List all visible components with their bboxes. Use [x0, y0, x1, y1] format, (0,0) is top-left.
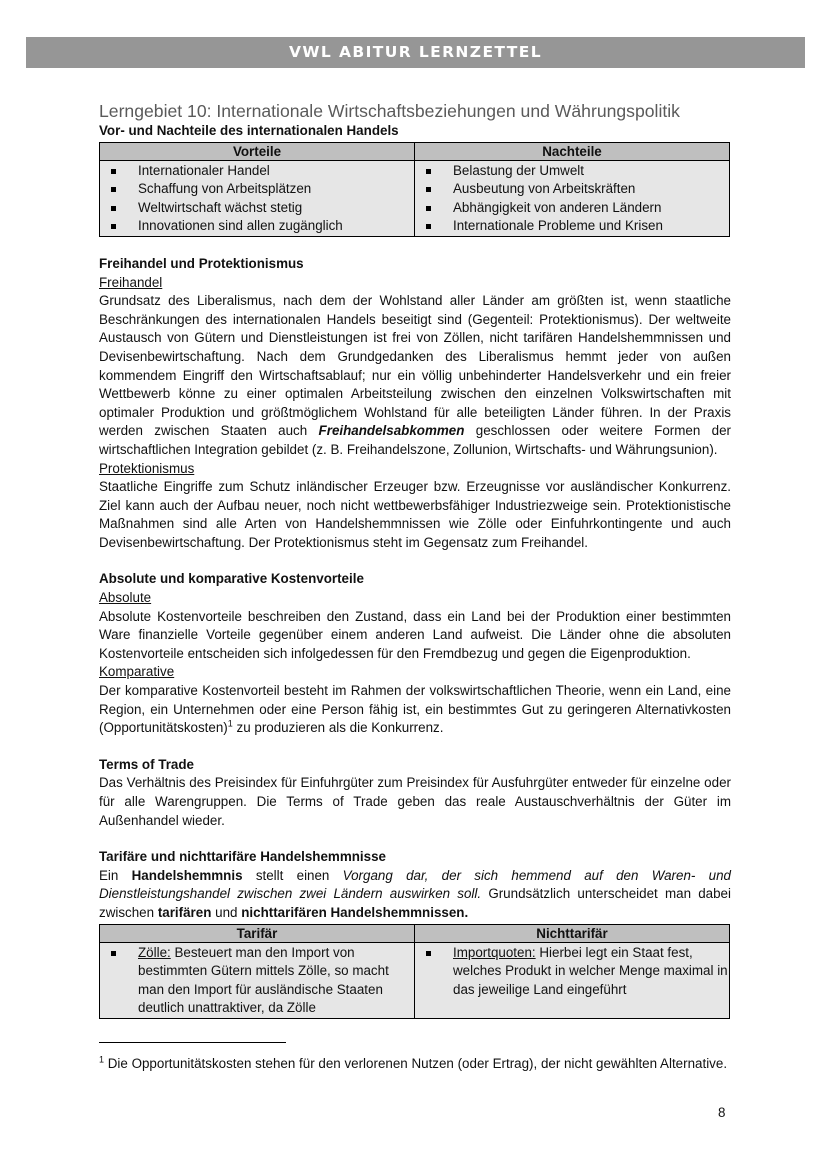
advantages-table [99, 142, 730, 237]
page-banner: VWL ABITUR LERNZETTEL [26, 37, 805, 68]
page-content [99, 100, 731, 1019]
subheading-absolute: Absolute [99, 590, 152, 606]
list-item: Weltwirtschaft wächst stetig [100, 199, 414, 218]
section-heading-handelshemmnisse: Tarifäre und nichttarifäre Handelshemmnisse [99, 849, 386, 865]
section-heading-terms-of-trade: Terms of Trade [99, 756, 195, 772]
list-item: Internationaler Handel [100, 162, 414, 181]
list-item: Ausbeutung von Arbeitskräften [415, 180, 729, 199]
handelshemmnisse-table [99, 924, 730, 1019]
list-item: Schaffung von Arbeitsplätzen [100, 180, 414, 199]
footnote-separator [99, 1042, 286, 1043]
col-header-vorteile: Vorteile [100, 142, 415, 160]
section-heading-kostenvorteile: Absolute und komparative Kostenvorteile [99, 571, 364, 587]
freihandelsabkommen-term: Freihandelsabkommen [318, 423, 465, 439]
col-header-nachteile: Nachteile [415, 142, 730, 160]
learning-area-title: Lerngebiet 10: Internationale Wirtschaftsbeziehungen und Währungspolitik [99, 101, 680, 121]
protektionismus-paragraph: Staatliche Eingriffe zum Schutz inländischer Erzeuger bzw. Erzeugnisse vor ausländischer Konkurrenz. Ziel kann auch der Aufbau neuer, noch nicht wettbewerbsfähiger Industriezweige sein. Protektionistische Maßnahmen sind alle Arten von Handelshemmnissen wie Zölle oder Einfuhrkontingente und auch Devisenbewirtschaftung. Der Protektionismus steht im Gegensatz zum Freihandel. [99, 479, 731, 550]
footnote: $^1$ Die Opportunitätskosten stehen für den verlorenen Nutzen (oder Ertrag), der nicht gewählten Alternative. [99, 1054, 728, 1071]
list-item: Belastung der Umwelt [415, 162, 729, 181]
nachteile-cell [415, 160, 730, 236]
freihandel-paragraph: Grundsatz des Liberalismus, nach dem der Wohlstand aller Länder am größten ist, wenn staatliche Beschränkungen des internationalen Handels beseitigt sind (Gegenteil: Protektionismus). Der weltweite Austausch von Gütern und Dienstleistungen ist frei von Zöllen, nicht tarifären Handelshemmnissen und Devisenbewirtschaftung. Nach dem Grundgedanken des Liberalismus hemmt jeder von außen kommendem Eingriff den Wirtschaftsablauf; nur ein völlig unbehinderter Handelsverkehr und ein freier Wettbewerb könne zu einer optimalen Arbeitsteilung zwischen den einzelnen Volkswirtschaften mit optimaler Produktion und größtmöglichem Wohlstand für alle beteiligten Länder führen. In der Praxis werden zwischen Staaten auch Freihandelsabkommen geschlossen oder weitere Formen der wirtschaftlichen Integration gebildet (z. B. Freihandelszone, Zollunion, Wirtschafts- und Währungsunion). [99, 293, 731, 457]
tarifaer-cell [100, 942, 415, 1018]
section-heading-advantages: Vor- und Nachteile des internationalen Handels [99, 123, 399, 138]
col-header-tarifaer: Tarifär [100, 924, 415, 942]
absolute-paragraph: Absolute Kostenvorteile beschreiben den Zustand, dass ein Land bei der Produktion einer bestimmten Ware finanzielle Vorteile gegenüber einem anderen Land aufweist. Die Länder ohne die absoluten Kostenvorteile entscheiden sich infolgedessen für den Fremdbezug und gegen die Eigenproduktion. [99, 608, 731, 661]
page-number: 8 [718, 1105, 726, 1120]
subheading-protektionismus: Protektionismus [99, 460, 195, 476]
list-item: Abhängigkeit von anderen Ländern [415, 199, 729, 218]
list-item: Importquoten: Hierbei legt ein Staat fest, welches Produkt in welcher Menge maximal in das jeweilige Land eingeführt [415, 944, 729, 1000]
list-item: Innovationen sind allen zugänglich [100, 217, 414, 236]
subheading-freihandel: Freihandel [99, 274, 163, 290]
subheading-komparative: Komparative [99, 664, 175, 680]
handelshemmnisse-intro: Ein Handelshemmnis stellt einen Vorgang dar, der sich hemmend auf den Waren- und Dienstleistungshandel zwischen zwei Ländern auswirken soll. Grundsätzlich unterscheidet man dabei zwischen tarifären und nichttarifären Handelshemmnissen. [99, 867, 731, 920]
section-heading-freihandel: Freihandel und Protektionismus [99, 255, 304, 271]
nichttarifaer-cell [415, 942, 730, 1018]
komparative-paragraph: Der komparative Kostenvorteil besteht im Rahmen der volkswirtschaftlichen Theorie, wenn ein Land, eine Region, ein Unternehmen oder eine Person fähig ist, ein bestimmtes Gut zu geringeren Alternativkosten (Opportunitätskosten)$^1$ zu produzieren als die Konkurrenz. [99, 683, 731, 736]
terms-of-trade-paragraph: Das Verhältnis des Preisindex für Einfuhrgüter zum Preisindex für Ausfuhrgüter entweder für einzelne oder für alle Warengruppen. Die Terms of Trade geben das reale Austauschverhältnis der Güter im Außenhandel wieder. [99, 775, 731, 828]
list-item: Zölle: Besteuert man den Import von bestimmten Gütern mittels Zölle, so macht man den Import für ausländische Staaten deutlich unattraktiver, da Zölle [100, 944, 414, 1018]
vorteile-cell [100, 160, 415, 236]
col-header-nichttarifaer: Nichttarifär [415, 924, 730, 942]
footnote-reference: 1 [227, 718, 233, 729]
list-item: Internationale Probleme und Krisen [415, 217, 729, 236]
